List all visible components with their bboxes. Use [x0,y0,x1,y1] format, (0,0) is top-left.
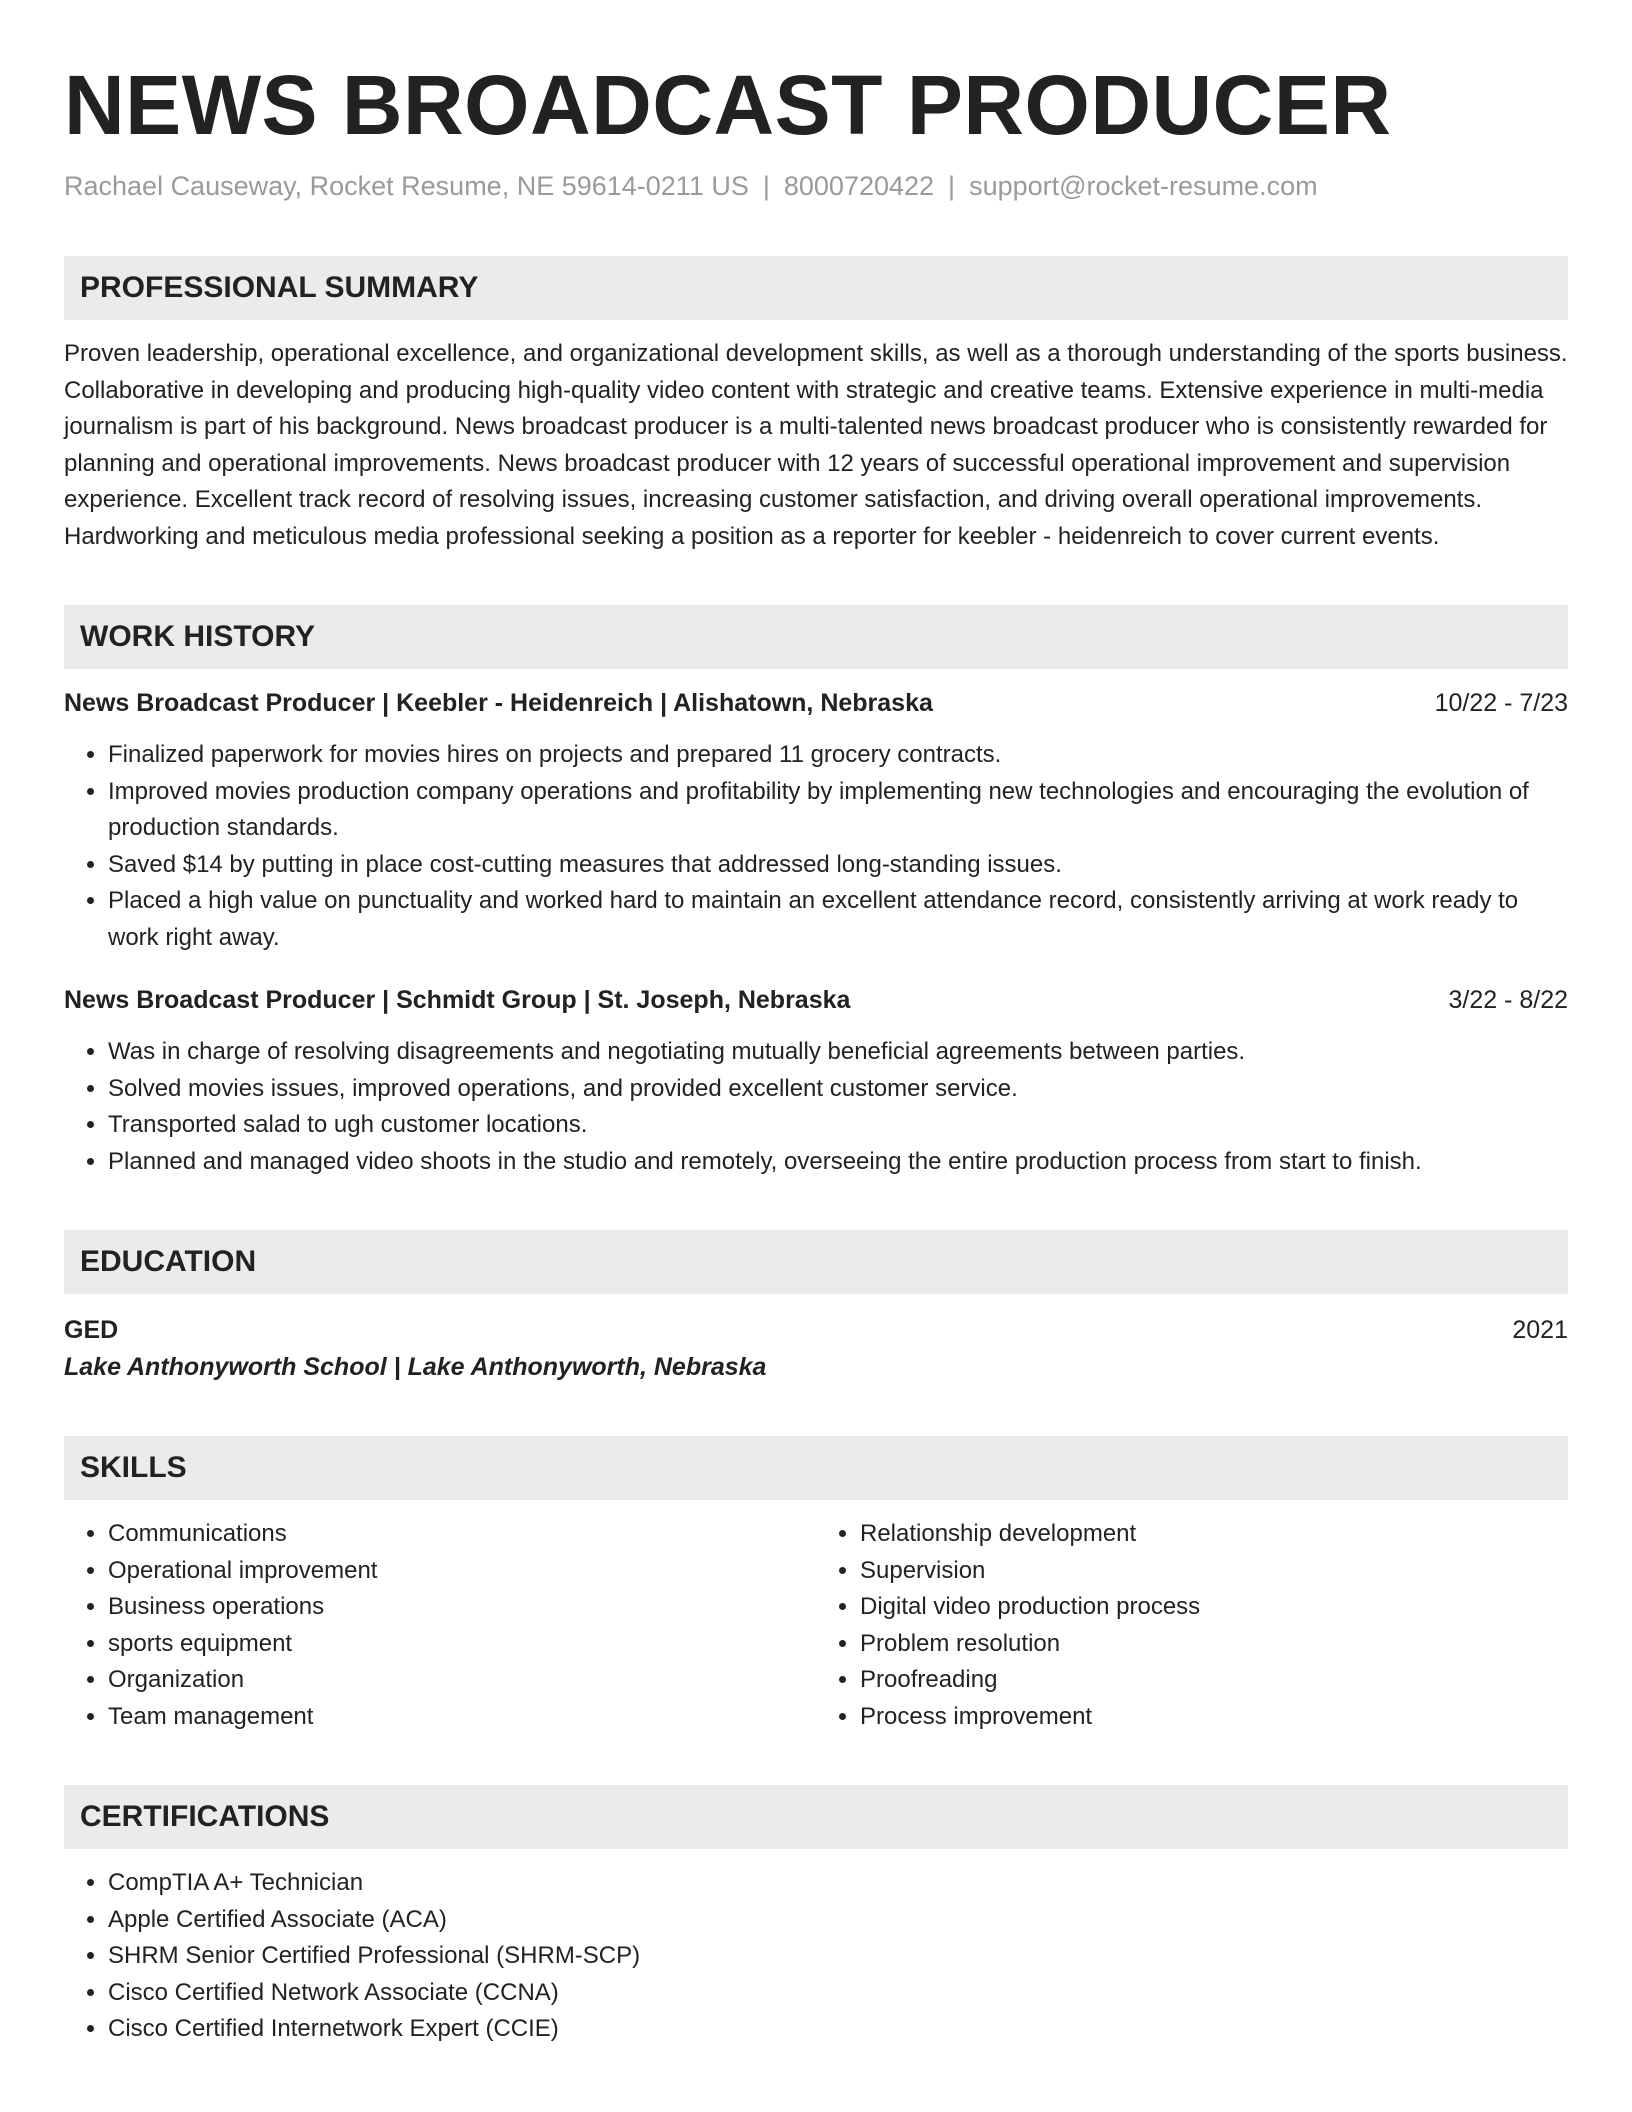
skill-item: • Team management [108,1699,816,1736]
job-bullets [64,737,1568,956]
skill-item: • Communications [108,1516,816,1553]
skill-item: • Business operations [108,1589,816,1626]
job-bullet: • Placed a high value on punctuality and worked hard to maintain an excellent attendance record, consistently arriving at work ready to work right away. [108,883,1568,956]
job-bullet: • Improved movies production company operations and profitability by implementing new technologies and encouraging the evolution of production standards. [108,774,1568,847]
job-bullet: • Finalized paperwork for movies hires on projects and prepared 11 grocery contracts. [108,737,1568,774]
skills-column-left [64,1516,816,1735]
section-heading-summary: PROFESSIONAL SUMMARY [64,256,1568,320]
job-bullet: • Transported salad to ugh customer locations. [108,1107,1568,1144]
skills-grid [64,1516,1568,1735]
section-heading-work-history: WORK HISTORY [64,605,1568,669]
resume-title: NEWS BROADCAST PRODUCER [64,58,1392,152]
certification-item: • Cisco Certified Internetwork Expert (CCIE) [108,2011,1568,2048]
skill-item: • Process improvement [860,1699,1568,1736]
skill-item: • Organization [108,1662,816,1699]
job-dates: 10/22 - 7/23 [1434,689,1568,717]
section-heading-education: EDUCATION [64,1230,1568,1294]
education-degree: GED [64,1316,119,1344]
education-school: Lake Anthonyworth School | Lake Anthonyworth, Nebraska [64,1353,767,1381]
job-bullet: • Was in charge of resolving disagreements and negotiating mutually beneficial agreements between parties. [108,1034,1568,1071]
skill-item: • Operational improvement [108,1553,816,1590]
certifications-list [64,1865,1568,2048]
job-title: News Broadcast Producer | Keebler - Heidenreich | Alishatown, Nebraska [64,689,933,717]
certification-item: • Apple Certified Associate (ACA) [108,1902,1568,1939]
contact-phone: 8000720422 [783,171,935,201]
skill-item: • Supervision [860,1553,1568,1590]
skill-item: • Problem resolution [860,1626,1568,1663]
certification-item: • CompTIA A+ Technician [108,1865,1568,1902]
skill-item: • Relationship development [860,1516,1568,1553]
certification-item: • SHRM Senior Certified Professional (SHRM-SCP) [108,1938,1568,1975]
contact-separator: | [762,171,770,201]
job-dates: 3/22 - 8/22 [1448,986,1568,1014]
section-heading-certifications: CERTIFICATIONS [64,1785,1568,1849]
contact-email: support@rocket-resume.com [969,171,1318,201]
job-entry [64,685,1568,956]
certification-item: • Cisco Certified Network Associate (CCNA) [108,1975,1568,2012]
summary-text: Proven leadership, operational excellence, and organizational development skills, as well as a thorough understanding of the sports business. Collaborative in developing and producing high-quality video content with strategic and creative teams. Extensive experience in multi-media journalism is part of his background. News broadcast producer is a multi-talented news broadcast producer who is consistently rewarded for planning and operational improvements. News broadcast producer with 12 years of successful operational improvement and supervision experience. Excellent track record of resolving issues, increasing customer satisfaction, and driving overall operational improvements. Hardworking and meticulous media professional seeking a position as a reporter for keebler - heidenreich to cover current events. [64,340,1568,550]
job-bullet: • Planned and managed video shoots in the studio and remotely, overseeing the entire production process from start to finish. [108,1144,1568,1181]
contact-address: Rachael Causeway, Rocket Resume, NE 59614-0211 US [64,171,749,201]
job-bullets [64,1034,1568,1180]
education-year: 2021 [1512,1316,1568,1344]
skill-item: • Digital video production process [860,1589,1568,1626]
skills-column-right [816,1516,1568,1735]
section-heading-skills: SKILLS [64,1436,1568,1500]
job-entry [64,982,1568,1180]
skill-item: • Proofreading [860,1662,1568,1699]
contact-separator: | [948,171,956,201]
skill-item: • sports equipment [108,1626,816,1663]
education-header [64,1312,1568,1348]
job-title: News Broadcast Producer | Schmidt Group | St. Joseph, Nebraska [64,986,851,1014]
contact-line [64,168,1568,204]
job-bullet: • Saved $14 by putting in place cost-cutting measures that addressed long-standing issues. [108,847,1568,884]
job-bullet: • Solved movies issues, improved operations, and provided excellent customer service. [108,1071,1568,1108]
job-header [64,685,1568,721]
job-header [64,982,1568,1018]
